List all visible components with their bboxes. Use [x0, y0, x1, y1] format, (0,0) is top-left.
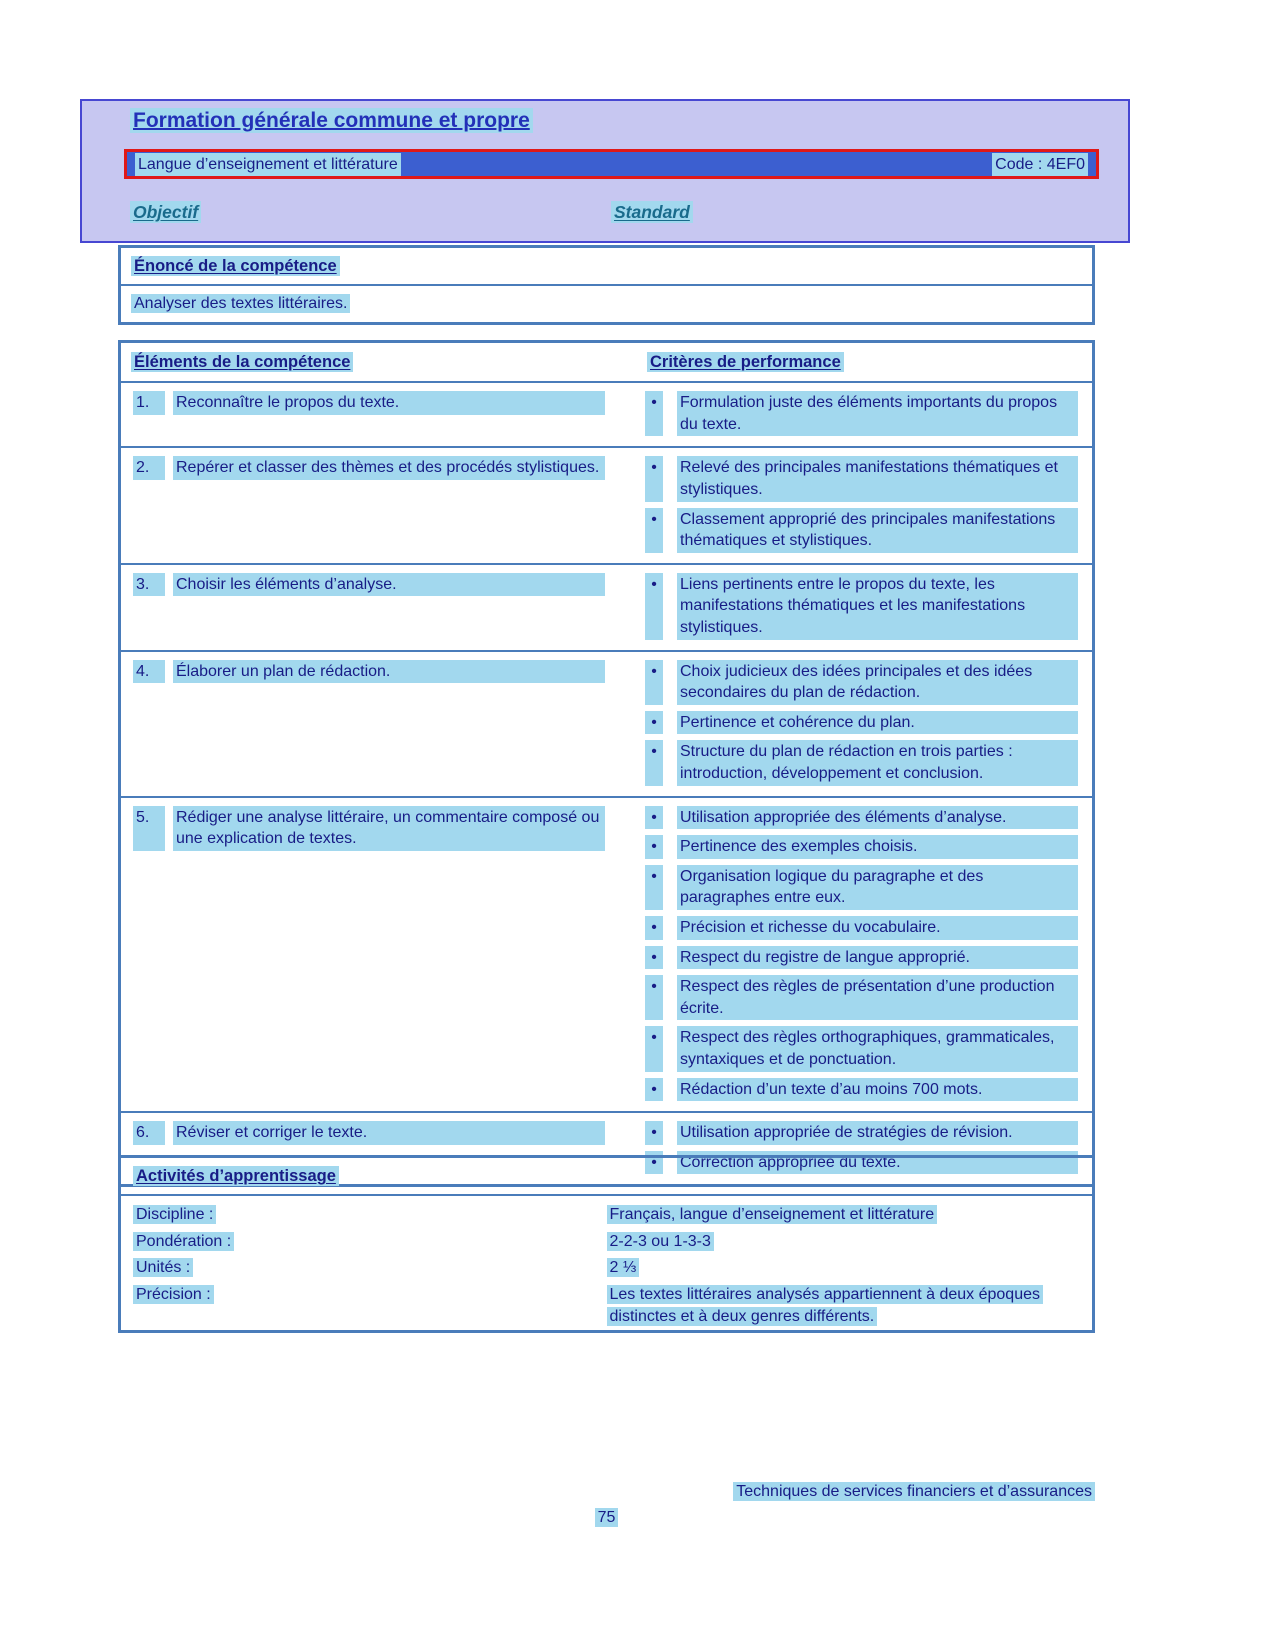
element-number: 2. [133, 456, 165, 480]
activity-row [120, 1195, 1094, 1229]
critere-text: Pertinence des exemples choisis. [677, 835, 1078, 859]
enonce-body-cell [120, 285, 1094, 323]
critere-text: Liens pertinents entre le propos du texte, les manifestations thématiques et les manifestations stylistiques. [677, 573, 1078, 640]
critere-item [645, 1026, 1084, 1071]
activity-row [120, 1282, 1094, 1332]
course-code-bar [124, 149, 1099, 179]
element-number: 4. [133, 660, 165, 684]
activity-row [120, 1229, 1094, 1256]
element-number: 6. [133, 1121, 165, 1145]
criteres-header-cell [637, 342, 1094, 383]
activity-value-cell [607, 1195, 1094, 1229]
critere-text: Utilisation appropriée de stratégies de révision. [677, 1121, 1078, 1145]
element-cell [120, 651, 638, 797]
bullet-icon: • [645, 1078, 663, 1102]
activity-label-cell [120, 1229, 607, 1256]
element-cell [120, 564, 638, 651]
page-title [130, 107, 1128, 135]
critere-item [645, 946, 1084, 970]
activity-label-cell [120, 1282, 607, 1332]
criteres-header: Critères de performance [647, 352, 844, 372]
bullet-icon: • [645, 391, 663, 436]
bullet-icon: • [645, 456, 663, 501]
footer-page-line [118, 1507, 1095, 1529]
critere-item [645, 573, 1084, 640]
activity-value-cell [607, 1282, 1094, 1332]
standard-heading: Standard [611, 201, 693, 223]
critere-item [645, 1078, 1084, 1102]
element-text: Réviser et corriger le texte. [173, 1121, 605, 1145]
critere-text: Classement approprié des principales manifestations thématiques et stylistiques. [677, 508, 1078, 553]
element-line [129, 660, 629, 684]
activities-header-cell [120, 1157, 1094, 1196]
competence-row [120, 797, 1094, 1113]
competence-header-row [120, 342, 1094, 383]
critere-item [645, 975, 1084, 1020]
critere-text: Utilisation appropriée des éléments d’analyse. [677, 806, 1078, 830]
criteres-cell [637, 651, 1094, 797]
bullet-icon: • [645, 946, 663, 970]
critere-text: Respect des règles orthographiques, grammaticales, syntaxiques et de ponctuation. [677, 1026, 1078, 1071]
activity-row [120, 1255, 1094, 1282]
bullet-icon: • [645, 865, 663, 910]
critere-text: Correction appropriée du texte. [677, 1151, 1078, 1175]
critere-text: Pertinence et cohérence du plan. [677, 711, 1078, 735]
element-line [129, 1121, 629, 1145]
bullet-icon: • [645, 1026, 663, 1071]
element-number: 1. [133, 391, 165, 415]
activity-label: Pondération : [133, 1232, 234, 1251]
competence-row [120, 651, 1094, 797]
bullet-icon: • [645, 916, 663, 940]
competence-row [120, 564, 1094, 651]
activity-label: Unités : [133, 1258, 193, 1277]
critere-item [645, 835, 1084, 859]
criteres-cell [637, 447, 1094, 563]
bullet-icon: • [645, 1121, 663, 1145]
bullet-icon: • [645, 835, 663, 859]
element-number: 5. [133, 806, 165, 851]
critere-item [645, 456, 1084, 501]
enonce-table [118, 245, 1095, 325]
competence-table [118, 340, 1095, 1187]
critere-text: Formulation juste des éléments importants du propos du texte. [677, 391, 1078, 436]
element-number: 3. [133, 573, 165, 597]
page-title-text: Formation générale commune et propre [130, 108, 533, 133]
bullet-icon: • [645, 508, 663, 553]
element-line [129, 806, 629, 851]
bullet-icon: • [645, 975, 663, 1020]
criteres-cell [637, 382, 1094, 447]
element-text: Rédiger une analyse littéraire, un commentaire composé ou une explication de textes. [173, 806, 605, 851]
element-cell [120, 797, 638, 1113]
competence-row [120, 447, 1094, 563]
enonce-body-row [120, 285, 1094, 323]
critere-item [645, 660, 1084, 705]
activity-label-cell [120, 1255, 607, 1282]
critere-text: Respect des règles de présentation d’une production écrite. [677, 975, 1078, 1020]
course-name: Langue d’enseignement et littérature [135, 153, 401, 177]
activity-value: 2-2-3 ou 1-3-3 [607, 1232, 714, 1251]
criteres-cell [637, 564, 1094, 651]
critere-text: Respect du registre de langue approprié. [677, 946, 1078, 970]
footer-program-name: Techniques de services financiers et d’assurances [733, 1482, 1095, 1501]
critere-text: Précision et richesse du vocabulaire. [677, 916, 1078, 940]
enonce-header-cell [120, 247, 1094, 286]
bullet-icon: • [645, 1151, 663, 1175]
enonce-body: Analyser des textes littéraires. [131, 294, 350, 313]
activities-header-row [120, 1157, 1094, 1196]
critere-text: Organisation logique du paragraphe et des paragraphes entre eux. [677, 865, 1078, 910]
critere-item [645, 916, 1084, 940]
elements-header: Éléments de la compétence [131, 352, 353, 372]
element-text: Reconnaître le propos du texte. [173, 391, 605, 415]
critere-item [645, 508, 1084, 553]
footer-program-line [118, 1481, 1095, 1503]
criteres-cell [637, 797, 1094, 1113]
bullet-icon: • [645, 711, 663, 735]
activities-table [118, 1155, 1095, 1333]
critere-item [645, 391, 1084, 436]
enonce-header: Énoncé de la compétence [131, 256, 340, 276]
element-cell [120, 447, 638, 563]
element-line [129, 456, 629, 480]
activity-value: Français, langue d’enseignement et littérature [607, 1205, 938, 1224]
bullet-icon: • [645, 806, 663, 830]
critere-item [645, 711, 1084, 735]
bullet-icon: • [645, 660, 663, 705]
critere-item [645, 806, 1084, 830]
footer-page-number: 75 [595, 1508, 619, 1527]
activity-value-cell [607, 1229, 1094, 1256]
element-text: Choisir les éléments d’analyse. [173, 573, 605, 597]
critere-text: Structure du plan de rédaction en trois parties : introduction, développement et conclusion. [677, 740, 1078, 785]
bullet-icon: • [645, 740, 663, 785]
header-section [80, 99, 1130, 243]
critere-text: Rédaction d’un texte d’au moins 700 mots. [677, 1078, 1078, 1102]
activity-label: Discipline : [133, 1205, 216, 1224]
element-text: Élaborer un plan de rédaction. [173, 660, 605, 684]
element-text: Repérer et classer des thèmes et des procédés stylistiques. [173, 456, 605, 480]
objectif-standard-row [124, 201, 1128, 225]
element-line [129, 391, 629, 415]
activity-value: Les textes littéraires analysés appartiennent à deux époques distinctes et à deux genres différents. [607, 1285, 1044, 1326]
critere-item [645, 740, 1084, 785]
activities-header: Activités d’apprentissage [133, 1166, 339, 1186]
bullet-icon: • [645, 573, 663, 640]
elements-header-cell [120, 342, 638, 383]
critere-text: Relevé des principales manifestations thématiques et stylistiques. [677, 456, 1078, 501]
course-code: Code : 4EF0 [992, 153, 1088, 177]
activity-value: 2 ⅓ [607, 1258, 640, 1277]
activity-label-cell [120, 1195, 607, 1229]
critere-item [645, 865, 1084, 910]
activity-value-cell [607, 1255, 1094, 1282]
element-line [129, 573, 629, 597]
enonce-header-row [120, 247, 1094, 286]
objectif-heading: Objectif [130, 201, 201, 223]
competence-row [120, 382, 1094, 447]
element-cell [120, 382, 638, 447]
critere-item [645, 1121, 1084, 1145]
critere-text: Choix judicieux des idées principales et des idées secondaires du plan de rédaction. [677, 660, 1078, 705]
activity-label: Précision : [133, 1285, 214, 1304]
